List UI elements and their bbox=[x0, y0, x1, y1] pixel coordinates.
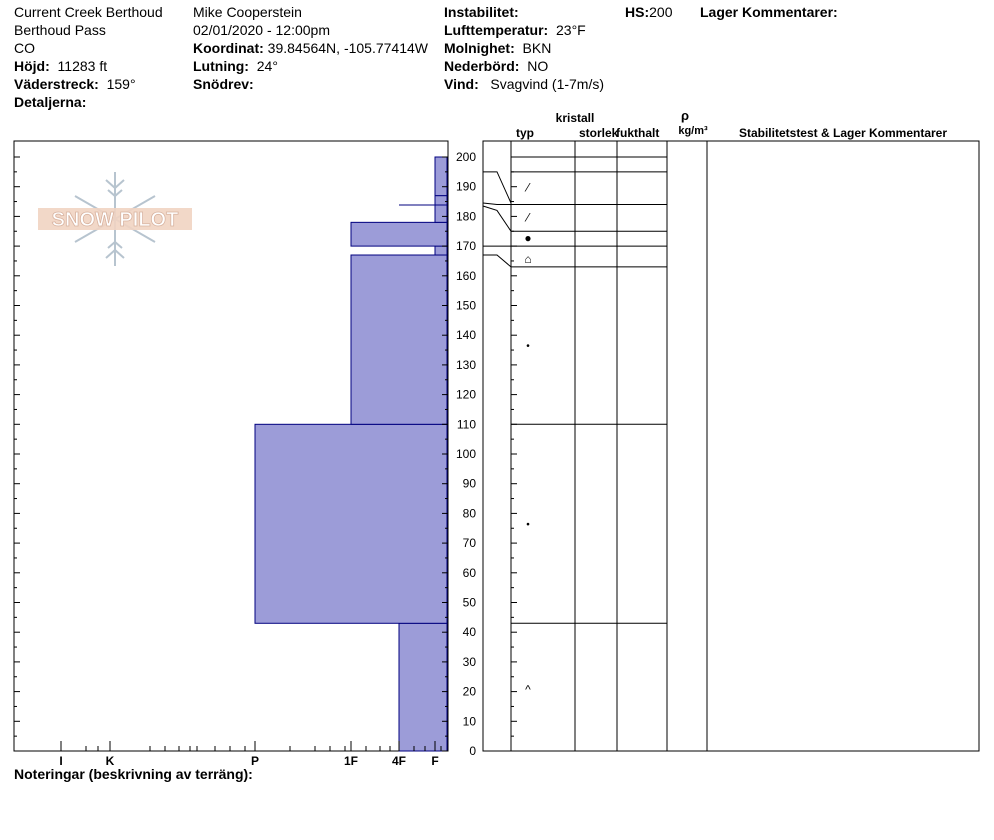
y-tick-label: 190 bbox=[455, 179, 476, 194]
instability-label: Instabilitet: bbox=[444, 4, 519, 20]
y-tick-label: 110 bbox=[456, 417, 476, 432]
elevation-value: 11283 ft bbox=[57, 58, 108, 74]
layer-connector bbox=[483, 255, 511, 267]
header-fukthalt: fukthalt bbox=[616, 126, 660, 140]
y-tick-label: 140 bbox=[455, 328, 476, 343]
header-stability: Stabilitetstest & Lager Kommentarer bbox=[738, 126, 948, 140]
y-tick-label: 70 bbox=[462, 536, 476, 551]
y-tick-label: 80 bbox=[462, 506, 476, 521]
details-label: Detaljerna: bbox=[14, 94, 87, 110]
hardness-bar bbox=[435, 196, 447, 223]
hs-value: 200 bbox=[649, 4, 673, 20]
x-tick-label: K bbox=[105, 754, 115, 768]
y-tick-label: 40 bbox=[462, 625, 476, 640]
y-tick-label: 60 bbox=[462, 565, 476, 580]
notes-label: Noteringar (beskrivning av terräng): bbox=[14, 766, 253, 782]
hardness-bar bbox=[435, 157, 447, 196]
hardness-bar bbox=[351, 222, 447, 246]
precip-label: Nederbörd: bbox=[444, 58, 520, 74]
x-tick-label: 1F bbox=[343, 754, 359, 768]
y-tick-label: 10 bbox=[462, 714, 476, 729]
hardness-bar bbox=[351, 255, 447, 424]
observer-name: Mike Cooperstein bbox=[193, 4, 302, 20]
airtemp-label: Lufttemperatur: bbox=[444, 22, 549, 38]
sky-value: BKN bbox=[522, 40, 552, 56]
header-rho: ρ bbox=[680, 108, 690, 123]
location-name: Current Creek Berthoud bbox=[14, 4, 163, 20]
sky-label: Molnighet: bbox=[444, 40, 515, 56]
grain-symbol: ⌂ bbox=[524, 251, 532, 266]
y-tick-label: 30 bbox=[462, 654, 476, 669]
hs-label: HS: bbox=[625, 4, 650, 20]
grain-symbol: ⁄ bbox=[526, 180, 530, 195]
airtemp-value: 23°F bbox=[556, 22, 586, 38]
grain-symbol: • bbox=[526, 341, 530, 353]
y-tick-label: 0 bbox=[469, 744, 476, 758]
y-tick-label: 160 bbox=[455, 268, 476, 283]
location-area: Berthoud Pass bbox=[14, 22, 106, 38]
y-tick-label: 20 bbox=[462, 684, 476, 699]
coordinate-label: Koordinat: bbox=[193, 40, 264, 56]
slope-label: Lutning: bbox=[193, 58, 249, 74]
y-tick-label: 90 bbox=[462, 476, 476, 491]
y-tick-label: 200 bbox=[455, 150, 476, 164]
layer-connector bbox=[483, 172, 511, 203]
y-tick-label: 170 bbox=[455, 239, 476, 254]
wind-value: Svagvind (1-7m/s) bbox=[490, 76, 605, 92]
grain-symbol: ⁄ bbox=[526, 210, 530, 225]
elevation-label: Höjd: bbox=[14, 58, 50, 74]
grain-symbol: ● bbox=[524, 231, 532, 246]
drift-label: Snödrev: bbox=[193, 76, 254, 92]
layer-comments-label: Lager Kommentarer: bbox=[700, 4, 838, 20]
grain-symbol: • bbox=[526, 519, 530, 531]
aspect-label: Väderstreck: bbox=[14, 76, 99, 92]
wind-label: Vind: bbox=[444, 76, 479, 92]
aspect-value: 159° bbox=[106, 76, 136, 92]
hardness-bar bbox=[255, 424, 447, 623]
hardness-bar bbox=[435, 246, 447, 255]
snowpilot-logo bbox=[38, 172, 192, 266]
y-tick-label: 150 bbox=[455, 298, 476, 313]
y-tick-label: 120 bbox=[455, 387, 476, 402]
x-tick-label: P bbox=[250, 754, 260, 768]
header-typ: typ bbox=[516, 126, 534, 140]
logo-text: SNOW PILOT bbox=[51, 209, 179, 231]
x-tick-label: I bbox=[59, 754, 63, 768]
layer-connector bbox=[483, 206, 511, 231]
observation-datetime: 02/01/2020 - 12:00pm bbox=[193, 22, 330, 38]
grain-symbol: ^ bbox=[525, 682, 531, 697]
precip-value: NO bbox=[527, 58, 549, 74]
y-tick-label: 50 bbox=[462, 595, 476, 610]
layer-table-frame bbox=[483, 141, 979, 751]
hardness-bar bbox=[399, 623, 447, 751]
header-storlek: storlek bbox=[579, 126, 619, 140]
x-tick-label: F bbox=[431, 754, 439, 768]
slope-value: 24° bbox=[256, 58, 278, 74]
layer-connector bbox=[483, 203, 511, 204]
header-kristall: kristall bbox=[555, 111, 595, 125]
x-tick-label: 4F bbox=[391, 754, 407, 768]
header-density-unit: kg/m³ bbox=[678, 125, 708, 137]
y-tick-label: 100 bbox=[455, 447, 476, 461]
y-tick-label: 130 bbox=[455, 357, 476, 372]
location-state: CO bbox=[14, 40, 35, 56]
y-tick-label: 180 bbox=[455, 209, 476, 224]
coordinate-value: 39.84564N, -105.77414W bbox=[267, 40, 428, 56]
